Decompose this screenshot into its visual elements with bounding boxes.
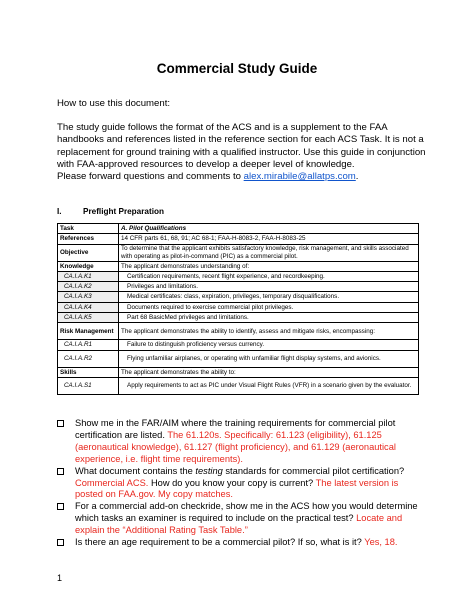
checkbox-icon[interactable] [57,539,64,546]
element-code: CA.I.A.K5 [58,313,119,323]
table-row [58,350,419,367]
section-heading [57,207,164,216]
checkbox-icon[interactable] [57,503,64,510]
checkbox-icon[interactable] [57,420,64,427]
element-text: Failure to distinguish proficiency versus currency. [119,340,419,350]
element-code: CA.I.A.K3 [58,292,119,302]
table-row [58,340,419,350]
table-row [58,234,419,244]
list-item [57,501,427,537]
answer-text: Locate and explain the “Additional Rating Task Table.” [75,513,403,536]
intro-paragraph: The study guide follows the format of the ACS and is a supplement to the FAA handbooks and references listed in the reference section for each ACS Task. It is not a replacement for ground training with a qualified instructor. Use this guide in conjunction with FAA-approved resources to develop a deeper level of knowledge. [57,122,426,170]
list-item [57,537,427,549]
element-text: Flying unfamiliar airplanes, or operating with unfamiliar flight display systems, and avionics. [119,350,419,367]
element-code: CA.I.A.K1 [58,271,119,281]
question-emphasis: testing [195,465,223,476]
table-row [58,244,419,261]
knowledge-intro: The applicant demonstrates understanding of: [119,261,419,271]
question-text: Is there an age requirement to be a commercial pilot? If so, what is it? [75,537,365,548]
acs-task-table [57,223,419,395]
answer-text: Yes, 18. [364,537,398,548]
element-text: Documents required to exercise commercial pilot privileges. [119,302,419,312]
how-to-heading: How to use this document: [57,98,171,109]
question-text: How do you know your copy is current? [148,477,316,488]
table-row [58,302,419,312]
answer-text: The 61.120s. Specifically: 61.123 (eligibility), 61.125 (aeronautical knowledge), 61.127 (flight proficiency), and 61.129 (aeronautical experience, i.e. flight time requirements). [75,429,396,464]
task-label: Task [58,224,119,234]
section-number: I. [57,207,62,216]
list-item [57,466,427,502]
question-text: What document contains the [75,465,196,476]
table-row [58,271,419,281]
risk-intro: The applicant demonstrates the ability to identify, assess and mitigate risks, encompassing: [119,323,419,340]
table-row [58,313,419,323]
risk-label: Risk Management [58,323,119,340]
page-number: 1 [57,573,63,583]
objective-label: Objective [58,244,119,261]
table-row [58,377,419,394]
contact-suffix: . [355,171,359,182]
contact-line [57,171,427,183]
element-text: Privileges and limitations. [119,282,419,292]
skills-intro: The applicant demonstrates the ability to: [119,367,419,377]
list-item [57,418,427,466]
question-text: For a commercial add-on checkride, show me in the ACS how you would determine which tasks an examiner is required to include on the practical test? [75,501,418,524]
table-row [58,367,419,377]
skills-label: Skills [58,367,119,377]
table-row [58,261,419,271]
element-text: Medical certificates: class, expiration, privileges, temporary disqualifications. [119,292,419,302]
question-text: standards for commercial pilot certification? [222,465,405,476]
table-row [58,323,419,340]
answer-text: The latest version is posted on FAA.gov. My copy matches. [75,477,399,500]
element-text: Part 68 BasicMed privileges and limitations. [119,313,419,323]
element-code: CA.I.A.R2 [58,350,119,367]
element-text: Apply requirements to act as PIC under Visual Flight Rules (VFR) in a scenario given by the evaluator. [119,377,419,394]
element-code: CA.I.A.K4 [58,302,119,312]
element-code: CA.I.A.R1 [58,340,119,350]
references-label: References [58,234,119,244]
table-row [58,292,419,302]
element-code: CA.I.A.K2 [58,282,119,292]
table-row [58,224,419,234]
element-text: Certification requirements, recent flight experience, and recordkeeping. [119,271,419,281]
section-title: Preflight Preparation [83,207,164,216]
contact-prefix: Please forward questions and comments to [57,171,244,182]
objective-value: To determine that the applicant exhibits satisfactory knowledge, risk management, and skills associated with operating as pilot-in-command (PIC) as a commercial pilot. [119,244,419,261]
question-text: Show me in the FAR/AIM where the training requirements for commercial pilot certification are listed. [75,418,396,440]
page-title: Commercial Study Guide [156,61,318,76]
element-code: CA.I.A.S1 [58,377,119,394]
checkbox-icon[interactable] [57,468,64,475]
task-value: A. Pilot Qualifications [119,224,419,234]
answer-text: Commercial ACS. [75,477,149,488]
table-row [58,282,419,292]
knowledge-label: Knowledge [58,261,119,271]
contact-email-link[interactable]: alex.mirabile@allatps.com [243,171,356,182]
references-value: 14 CFR parts 61, 68, 91; AC 68-1; FAA-H-8083-2, FAA-H-8083-25 [119,234,419,244]
question-list [57,418,427,549]
